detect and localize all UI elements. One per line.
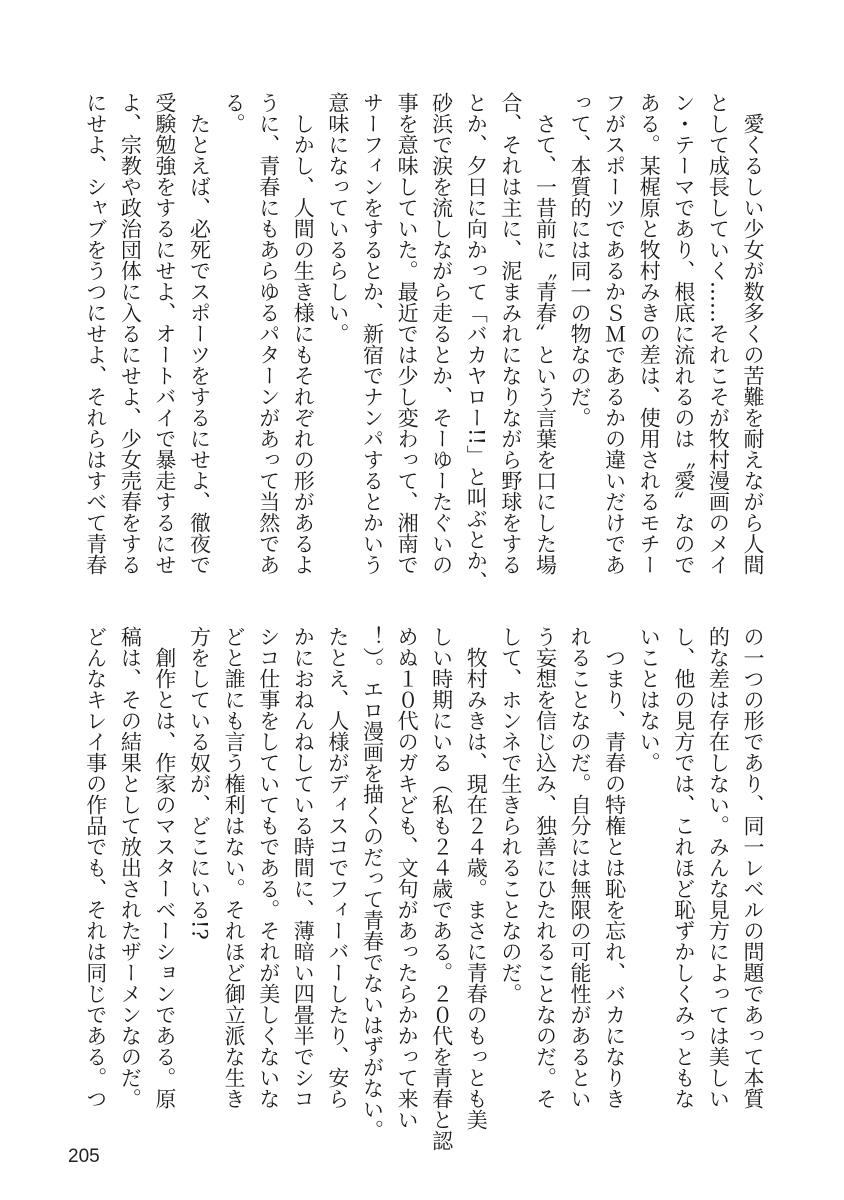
text-column: かにおねんねしている時間に、薄暗い四畳半でシコ [291,626,316,1109]
text-column: る。 [222,92,247,134]
text-column: にせよ、シャブをうつにせよ、それらはすべて青春 [83,92,108,575]
text-column: れることなのだ。自分には無限の可能性があるとい [568,626,593,1109]
text-block-bottom [78,626,770,1151]
text-column: さて、一昔前に〝青春〟という言葉を口にした場 [533,92,558,575]
text-column: 牧村みきは、現在２４歳。まさに青春のもっとも美 [464,626,489,1130]
text-column: サーフィンをするとか、新宿でナンパするとかいう [360,92,385,575]
text-column: シコ仕事をしていてもである。それが美しくないな [256,626,281,1109]
text-column: として成長していく……それこそが牧村漫画のメイ [706,92,731,575]
text-column: 意味になっているらしい。 [325,92,350,344]
text-column: う妄想を信じ込み、独善にひたれることなのだ。そ [533,626,558,1109]
text-column: 方をしている奴が、どこにいる!? [187,626,212,940]
text-column: どんなキレイ事の作品でも、それは同じである。つ [83,626,108,1109]
text-column: よ、宗教や政治団体に入るにせよ、少女売春をする [118,92,143,575]
text-column: 的な差は存在しない。みんな見方によっては美しい [706,626,731,1109]
text-column: して、ホンネで生きられることなのだ。 [498,626,523,1004]
text-column: 創作とは、作家のマスターベーションである。原 [152,626,177,1109]
text-column: たとえば、必死でスポーツをするにせよ、徹夜で [187,92,212,575]
page-number: 205 [68,1146,100,1167]
text-column: 事を意味していた。最近では少し変わって、湘南で [395,92,420,575]
text-column: しい時期にいる（私も２４歳である。２０代を青春と認 [429,626,454,1151]
text-column: しかし、人間の生き様にもそれぞれの形があるよ [291,92,316,575]
text-column: って、本質的には同一の物なのだ。 [568,92,593,428]
text-column: 合、それは主に、泥まみれになりながら野球をする [498,92,523,575]
text-column: ある。某梶原と牧村みきの差は、使用されるモチー [637,92,662,575]
text-column: つまり、青春の特権とは恥を忘れ、バカになりき [602,626,627,1109]
text-column: とか、夕日に向かって「バカヤロー!!」と叫ぶとか、 [464,92,489,592]
text-column: めぬ１０代のガキども、文句があったらかかって来い [395,626,420,1130]
text-column: し、他の見方では、これほど恥ずかしくみっともな [671,626,696,1109]
text-column: 愛くるしい少女が数多くの苦難を耐えながら人間 [741,92,765,575]
text-column: 稿は、その結果として放出されたザーメンなのだ。 [118,626,143,1109]
text-column: たとえ、人様がディスコでフィーバーしたり、安ら [325,626,350,1109]
text-column: ン・テーマであり、根底に流れるのは〝愛〟なので [671,92,696,575]
text-column: ！）。エロ漫画を描くのだって青春でないはずがない。 [360,626,385,1141]
text-column: フがスポーツであるかＳＭであるかの違いだけであ [602,92,627,575]
text-column: うに、青春にもあらゆるパターンがあって当然であ [256,92,281,575]
text-column: 受験勉強をするにせよ、オートバイで暴走するにせ [152,92,177,575]
text-column: の一つの形であり、同一レベルの問題であって本質 [741,626,765,1109]
text-column: いことはない。 [637,626,662,773]
text-column: どと誰にも言う権利はない。それほど御立派な生き [222,626,247,1109]
text-column: 砂浜で涙を流しながら走るとか、そーゆーたぐいの [429,92,454,575]
text-block-top [78,92,770,612]
